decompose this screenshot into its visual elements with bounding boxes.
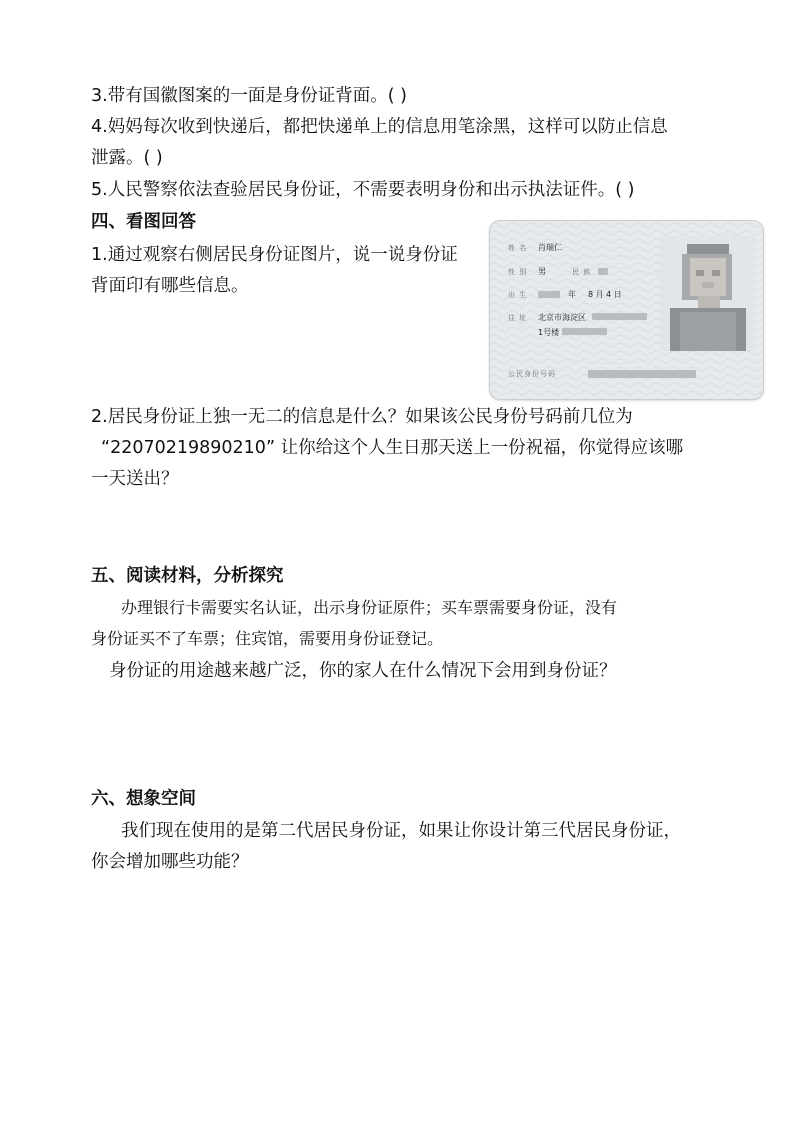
section-4-q1-line-1: 1.通过观察右侧居民身份证图片，说一说身份证 [91,245,458,265]
id-birth-year-blur [538,291,560,298]
section-6-title: 六、想象空间 [91,789,196,809]
section-5-question: 身份证的用途越来越广泛，你的家人在什么情况下会用到身份证？ [109,661,617,681]
id-name-label: 姓 名 [508,244,528,252]
id-sex-value: 男 [538,267,546,276]
question-4-line-2: 泄露。( ) [91,148,163,168]
id-photo-mosaic [660,236,755,351]
id-address-line-2: 1号楼 [538,328,560,337]
id-birth-label: 出 生 [508,291,528,299]
id-sex-label: 性 别 [508,268,528,276]
section-6-text-line-2: 你会增加哪些功能？ [91,852,249,872]
id-ethnic-label: 民 族 [572,268,592,276]
id-birth-month-day: 8 月 4 日 [588,290,622,299]
id-address-blur-2 [562,328,607,335]
section-5-material-line-1: 办理银行卡需要实名认证，出示身份证原件；买车票需要身份证，没有 [121,598,618,617]
question-3: 3.带有国徽图案的一面是身份证背面。( ) [91,86,407,106]
section-5-material-line-2: 身份证买不了车票；住宾馆，需要用身份证登记。 [91,629,444,648]
question-4-line-1: 4.妈妈每次收到快递后，都把快递单上的信息用笔涂黑，这样可以防止信息 [91,117,668,137]
id-number-label: 公民身份号码 [508,370,556,378]
id-card-image [490,221,763,399]
id-number-blur [588,370,696,378]
section-4-title: 四、看图回答 [91,212,196,232]
id-address-blur-1 [592,313,647,320]
section-4-q2-line-1: 2.居民身份证上独一无二的信息是什么？如果该公民身份号码前几位为 [91,407,633,427]
id-birth-year: 年 [568,290,576,299]
section-5-title: 五、阅读材料，分析探究 [91,566,284,586]
question-5: 5.人民警察依法查验居民身份证，不需要表明身份和出示执法证件。( ) [91,180,635,200]
id-address-value: 北京市海淀区 [538,313,586,322]
id-address-label: 住 址 [508,314,528,322]
section-4-q2-line-2: “22070219890210” 让你给这个人生日那天送上一份祝福，你觉得应该哪 [101,438,684,458]
id-name-value: 肖瑞仁 [538,243,562,252]
section-6-text-line-1: 我们现在使用的是第二代居民身份证，如果让你设计第三代居民身份证， [121,821,681,841]
section-4-q1-line-2: 背面印有哪些信息。 [91,276,249,296]
id-ethnic-blur [598,268,608,275]
section-4-q2-line-3: 一天送出？ [91,469,179,489]
